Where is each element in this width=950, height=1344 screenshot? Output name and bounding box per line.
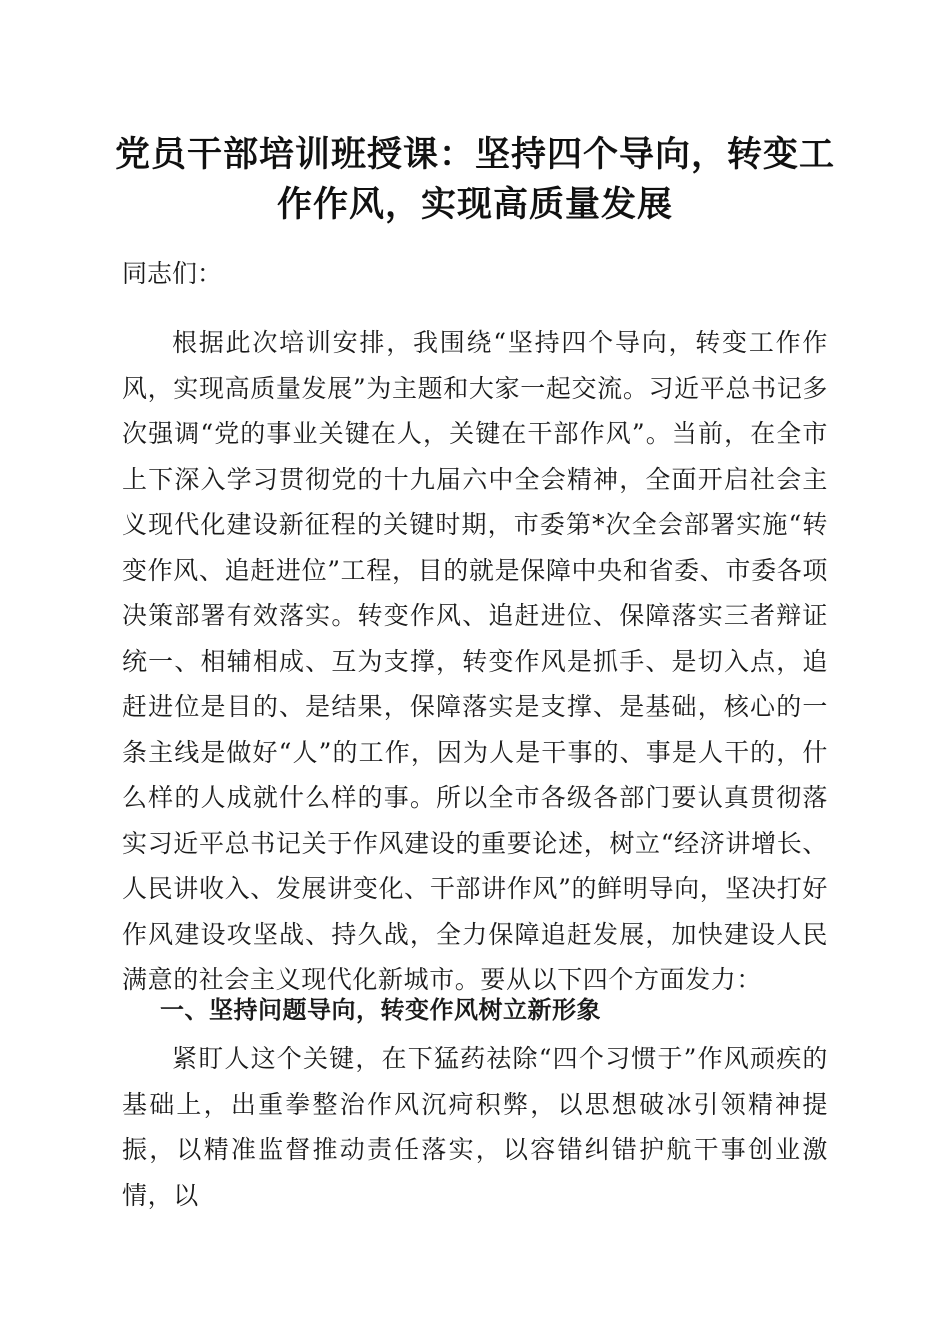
body-paragraph-section-1: 紧盯人这个关键，在下猛药祛除“四个习惯于”作风顽疾的基础上，出重拳整治作风沉疴积弊，以思想破冰引领精神提振，以精准监督推动责任落实，以容错纠错护航干事创业激情，以: [122, 1044, 828, 1210]
section-heading-1: 一、坚持问题导向，转变作风树立新形象: [160, 996, 601, 1024]
salutation: 同志们：: [122, 259, 223, 288]
body-paragraph-intro: 根据此次培训安排，我围绕“坚持四个导向，转变工作作风，实现高质量发展”为主题和大家一起交流。习近平总书记多次强调“党的事业关键在人，关键在干部作风”。当前，在全市上下深入学习贯彻党的十九届六中全会精神，全面开启社会主义现代化建设新征程的关键时期，市委第*次全会部署实施“转变作风、追赶进位”工程，目的就是保障中央和省委、市委各项决策部署有效落实。转变作风、追赶进位、保障落实三者辩证统一、相辅相成、互为支撑，转变作风是抓手、是切入点，追赶进位是目的、是结果，保障落实是支撑、是基础，核心的一条主线是做好“人”的工作，因为人是干事的、事是人干的，什么样的人成就什么样的事。所以全市各级各部门要认真贯彻落实习近平总书记关于作风建设的重要论述，树立“经济讲增长、人民讲收入、发展讲变化、干部讲作风”的鲜明导向，坚决打好作风建设攻坚战、持久战，全力保障追赶发展，加快建设人民满意的社会主义现代化新城市。要从以下四个方面发力：: [122, 328, 828, 994]
document-title: 党员干部培训班授课：坚持四个导向，转变工作作风，实现高质量发展: [114, 135, 835, 225]
